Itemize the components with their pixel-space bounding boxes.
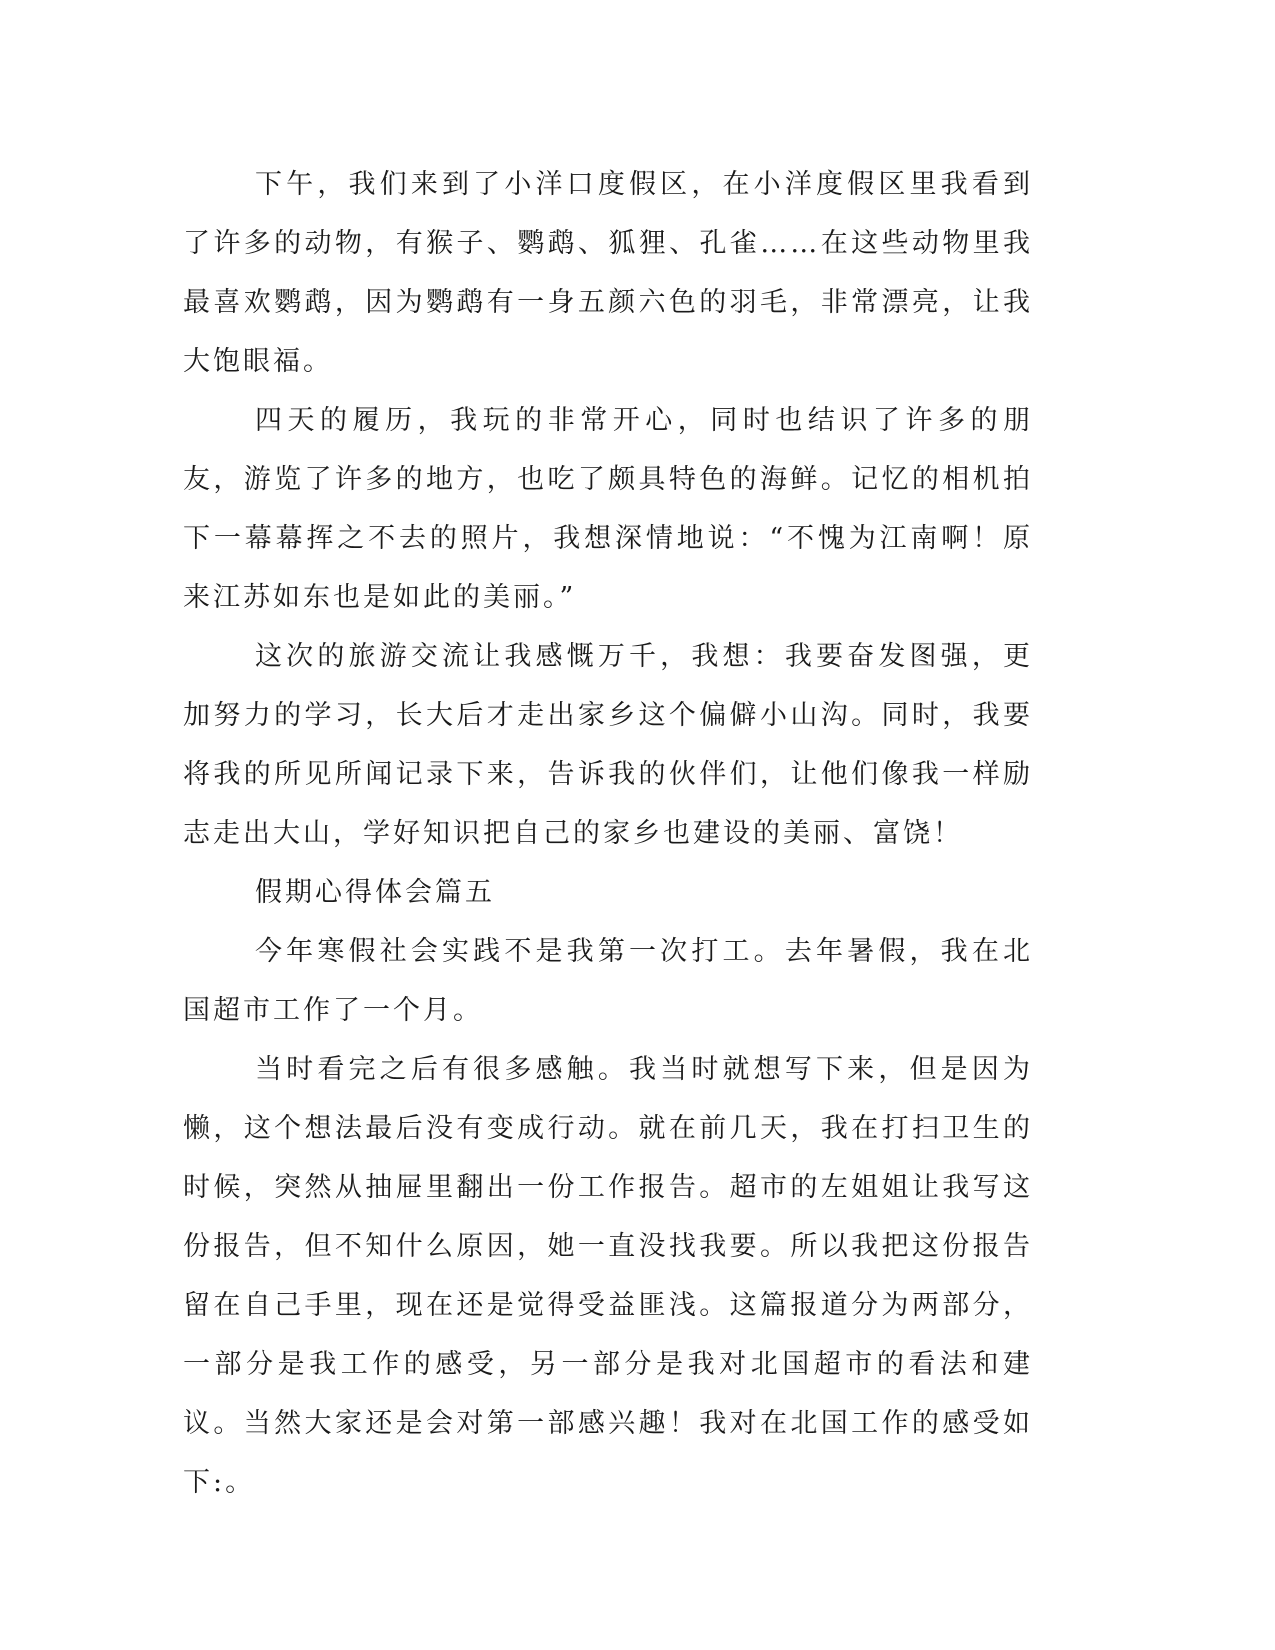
- document-body: [183, 155, 1033, 1512]
- paragraph-xiaoyangkou: 下午，我们来到了小洋口度假区，在小洋度假区里我看到了许多的动物，有猴子、鹦鹉、狐狸、孔雀……在这些动物里我最喜欢鹦鹉，因为鹦鹉有一身五颜六色的羽毛，非常漂亮，让我大饱眼福。: [183, 169, 1033, 377]
- paragraph-work-report: 当时看完之后有很多感触。我当时就想写下来，但是因为懒，这个想法最后没有变成行动。就在前几天，我在打扫卫生的时候，突然从抽屉里翻出一份工作报告。超市的左姐姐让我写这份报告，但不知什么原因，她一直没找我要。所以我把这份报告留在自己手里，现在还是觉得受益匪浅。这篇报道分为两部分，一部分是我工作的感受，另一部分是我对北国超市的看法和建议。当然大家还是会对第一部感兴趣！我对在北国工作的感受如下:。: [183, 1054, 1033, 1498]
- paragraph-four-days: 四天的履历，我玩的非常开心，同时也结识了许多的朋友，游览了许多的地方，也吃了颇具特色的海鲜。记忆的相机拍下一幕幕挥之不去的照片，我想深情地说：“不愧为江南啊！原来江苏如东也是如此的美丽。”: [183, 405, 1033, 613]
- paragraph-travel-exchange: 这次的旅游交流让我感慨万千，我想：我要奋发图强，更加努力的学习，长大后才走出家乡这个偏僻小山沟。同时，我要将我的所见所闻记录下来，告诉我的伙伴们，让他们像我一样励志走出大山，学好知识把自己的家乡也建设的美丽、富饶！: [183, 641, 1033, 849]
- section-heading: 假期心得体会篇五: [255, 877, 495, 908]
- paragraph-winter-practice: 今年寒假社会实践不是我第一次打工。去年暑假，我在北国超市工作了一个月。: [183, 936, 1033, 1026]
